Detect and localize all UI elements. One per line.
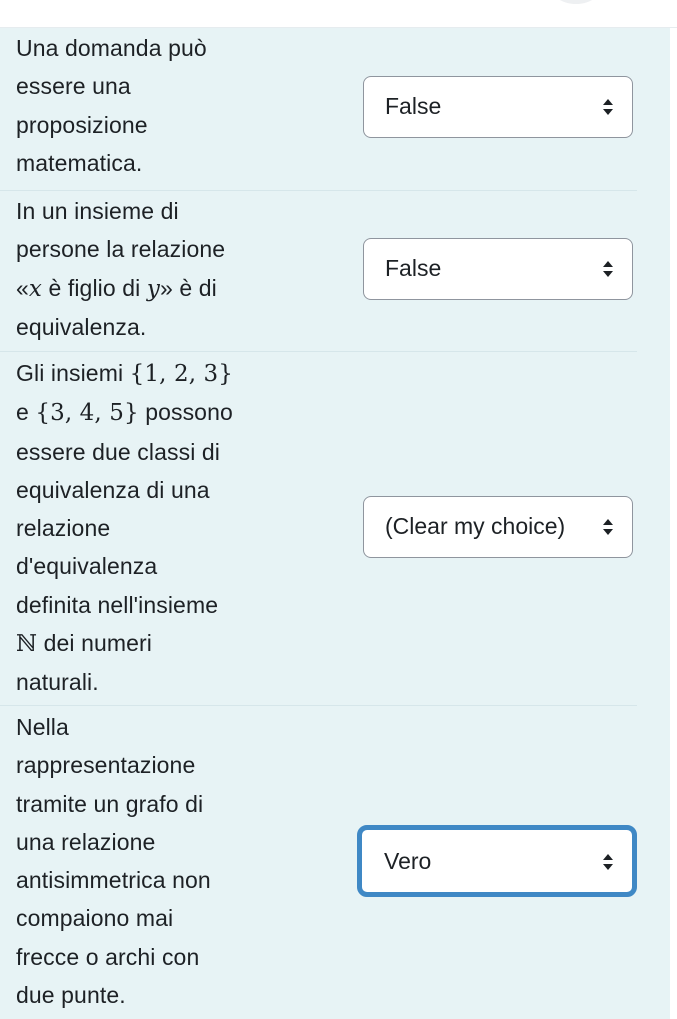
q1-line: proposizione (16, 111, 148, 138)
q4-line: tramite un grafo di (16, 790, 204, 817)
answer-select-3[interactable] (363, 496, 633, 558)
q1-line: matematica. (16, 149, 143, 176)
answer-select-2[interactable] (363, 238, 633, 300)
q4-line: compaiono mai (16, 905, 174, 932)
math-x: x (28, 275, 42, 302)
answer-select-1[interactable] (363, 76, 633, 138)
q4-line: Nella (16, 714, 69, 740)
q3-line: essere due classi di (16, 438, 220, 465)
question-1-text (16, 29, 256, 182)
partial-avatar (548, 0, 604, 4)
q2-line: In un insieme di (16, 198, 179, 224)
up-down-arrows-icon (602, 853, 614, 871)
q2-line: equivalenza. (16, 313, 147, 340)
question-4-text (16, 708, 256, 1014)
math-set-1: {1, 2, 3} (129, 361, 233, 387)
q3-line: relazione (16, 515, 111, 542)
q3-line-math: e {3, 4, 5} possono (16, 399, 233, 427)
q3-line-math: ℕ dei numeri (16, 630, 153, 658)
q1-line: essere una (16, 73, 131, 100)
q3-line: definita nell'insieme (16, 591, 219, 618)
divider (0, 351, 637, 352)
math-set-2: {3, 4, 5} (35, 400, 139, 427)
divider (0, 705, 637, 706)
q4-line: rappresentazione (16, 752, 196, 779)
q3-line: equivalenza di una (16, 476, 210, 503)
up-down-arrows-icon (602, 260, 614, 278)
q3-line: d'equivalenza (16, 553, 158, 580)
q2-line-math: «x è figlio di y» è di (16, 274, 217, 302)
q4-line: antisimmetrica non (16, 867, 211, 894)
divider (0, 190, 637, 191)
q3-line: naturali. (16, 669, 99, 696)
top-bar (0, 0, 677, 28)
math-y: y (146, 275, 160, 302)
q3-line-math: Gli insiemi {1, 2, 3} (16, 360, 233, 387)
answer-select-4[interactable] (357, 825, 637, 897)
question-3-text (16, 354, 256, 702)
select-value: (Clear my choice) (385, 513, 566, 539)
q1-line: Una domanda può (16, 35, 207, 61)
q4-line: una relazione (16, 828, 156, 855)
question-panel (0, 28, 670, 1019)
q2-line: persone la relazione (16, 236, 226, 263)
up-down-arrows-icon (602, 518, 614, 536)
q4-line: frecce o archi con (16, 943, 200, 970)
q4-line: due punte. (16, 982, 126, 1009)
naturals-symbol: ℕ (16, 631, 38, 658)
question-2-text (16, 192, 256, 346)
select-value: False (385, 255, 442, 281)
select-value: Vero (384, 848, 432, 874)
up-down-arrows-icon (602, 98, 614, 116)
select-value: False (385, 93, 442, 119)
